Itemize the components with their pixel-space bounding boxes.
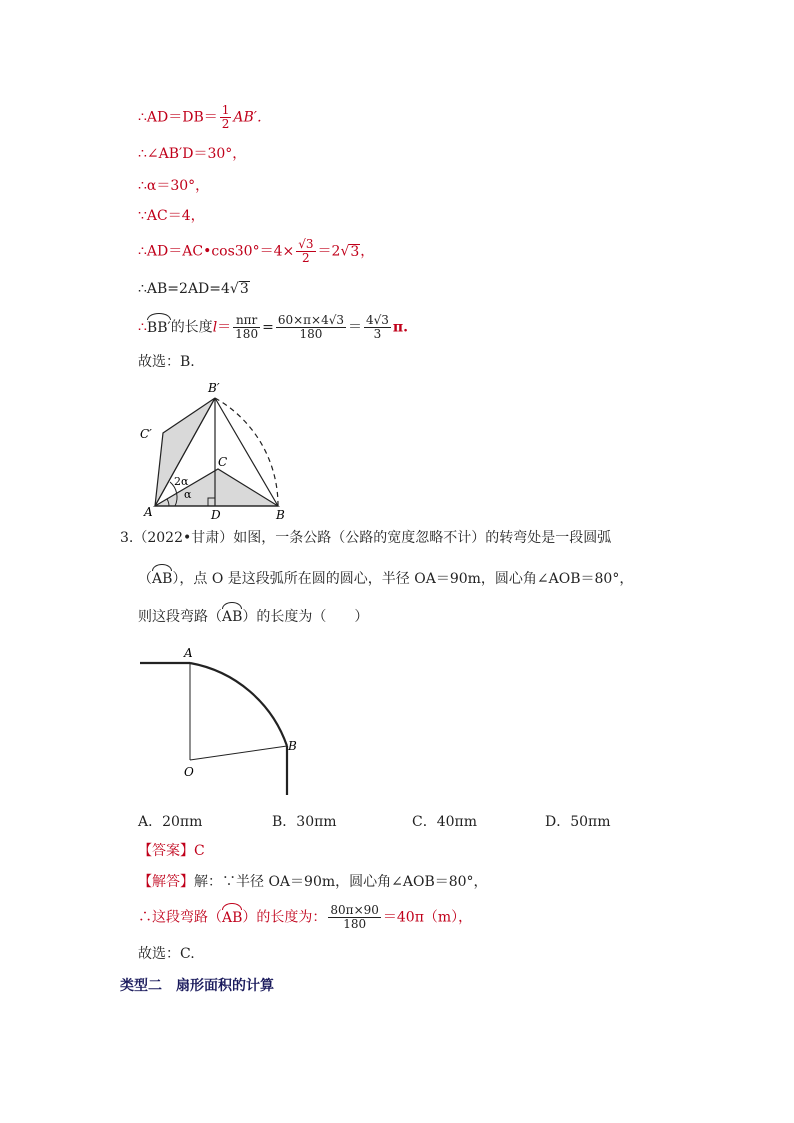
frac-num: √3: [298, 237, 314, 251]
solution-line-2: ∴∠AB′D＝30°，: [138, 146, 247, 162]
arc-ab: AB: [222, 905, 242, 928]
solution-line-8: 故选：B.: [138, 354, 195, 370]
label-a: A: [184, 646, 193, 660]
eq-part: ∴AD＝AC•cos30°＝4×: [138, 243, 295, 260]
section-title: 类型二 扇形面积的计算: [120, 978, 274, 994]
eq-part: ，: [360, 243, 375, 260]
arc-ab: AB: [222, 604, 242, 627]
eq-sign: ＝: [217, 319, 232, 336]
option-a[interactable]: A．20πm: [138, 814, 203, 830]
explain-text: ）的长度为：: [242, 909, 327, 926]
figure-road-arc: [138, 640, 308, 800]
label-alpha: α: [184, 488, 192, 501]
fraction-result: [364, 314, 391, 341]
question3-line2-text: ，点 O 是这段弧所在圆的圆心，半径 OA＝90m，圆心角∠AOB＝80°，: [179, 571, 634, 587]
label-a: A: [144, 505, 153, 519]
eq-part: π.: [392, 319, 409, 336]
frac-num: 1: [221, 103, 230, 117]
eq-part: ∴: [138, 319, 147, 336]
solution-line-7: [138, 314, 408, 341]
frac-num: 60×π×4√3: [277, 313, 344, 327]
eq-part: ∴AB=2AD=4: [138, 281, 230, 297]
fraction-arc-length: [328, 904, 380, 931]
label-c-prime: C′: [140, 427, 152, 441]
frac-den: 3: [373, 327, 382, 341]
label-b: B: [276, 508, 285, 521]
answer-line: [138, 841, 205, 861]
road-arc-ab: [190, 663, 287, 746]
figure-rotation-triangles: [130, 376, 300, 521]
explain-line-2: [138, 904, 472, 931]
fraction-root3-over-2: [296, 238, 315, 265]
solution-line-1: [138, 104, 271, 131]
eq-lhs: ∴AD＝DB＝: [138, 109, 218, 126]
explain-text: ∴这段弯路（: [138, 909, 222, 926]
radius-ob: [190, 746, 287, 760]
option-c[interactable]: C．40πm: [412, 814, 478, 830]
frac-num: 80π×90: [330, 903, 379, 917]
solution-line-5: ∴AD＝AC•cos30°＝4× $\frac{√3}{2}$ ＝2√3，: [138, 237, 375, 265]
option-d[interactable]: D．50πm: [545, 814, 611, 830]
explain-tag: 【解答】: [138, 874, 194, 890]
var-l: l: [212, 319, 218, 336]
eq-sign: =: [262, 319, 274, 336]
eq-part: 的长度: [170, 319, 213, 336]
label-2alpha: 2α: [174, 475, 189, 488]
fraction-substituted: [276, 314, 346, 341]
question3-line2: （AB），点 O 是这段弧所在圆的圆心，半径 OA＝90m，圆心角∠AOB＝80°，: [138, 566, 633, 589]
solution-line-4: ∵AC＝4，: [138, 208, 205, 224]
label-b-prime: B′: [208, 381, 220, 395]
explain-line-1: [138, 872, 488, 892]
frac-den: 2: [302, 251, 310, 265]
solution-line-3: ∴α＝30°，: [138, 178, 210, 194]
frac-den: 180: [235, 327, 259, 341]
eq-rhs: AB′．: [233, 109, 271, 126]
explain-choose: 故选：C.: [138, 946, 195, 962]
label-o: O: [184, 765, 194, 779]
sqrt-radicand: 3: [239, 281, 249, 297]
answer-tag: 【答案】: [138, 843, 194, 859]
question3-line1: 3.（2022•甘肃）如图，一条公路（公路的宽度忽略不计）的转弯处是一段圆弧: [120, 530, 612, 546]
arc-ab: AB: [152, 566, 172, 589]
label-b: B: [288, 739, 297, 753]
eq-sign: ＝: [348, 319, 362, 336]
frac-den: 180: [343, 917, 367, 931]
solution-line-6: ∴AB=2AD=4√3: [138, 281, 249, 297]
fraction-formula: [233, 314, 260, 341]
label-d: D: [211, 508, 221, 521]
frac-num: 4√3: [366, 313, 389, 327]
sqrt-radicand: 3: [350, 243, 360, 260]
eq-part: ＝2: [317, 243, 341, 260]
answer-value: C: [194, 843, 205, 859]
frac-num: nπr: [233, 314, 260, 328]
label-c: C: [218, 455, 228, 469]
question3-line3-b: ）的长度为（ ）: [242, 609, 369, 625]
option-b[interactable]: B．30πm: [272, 814, 337, 830]
question3-line3: [138, 604, 368, 627]
question3-line3-a: 则这段弯路（: [138, 609, 222, 625]
explain-text: ＝40π（m），: [382, 909, 473, 926]
fraction-half: [220, 104, 232, 131]
frac-den: 2: [221, 117, 230, 131]
arc-bb-prime: BB′: [147, 315, 171, 338]
frac-den: 180: [299, 327, 323, 341]
explain-text: 解：∵半径 OA＝90m，圆心角∠AOB＝80°，: [194, 874, 488, 890]
